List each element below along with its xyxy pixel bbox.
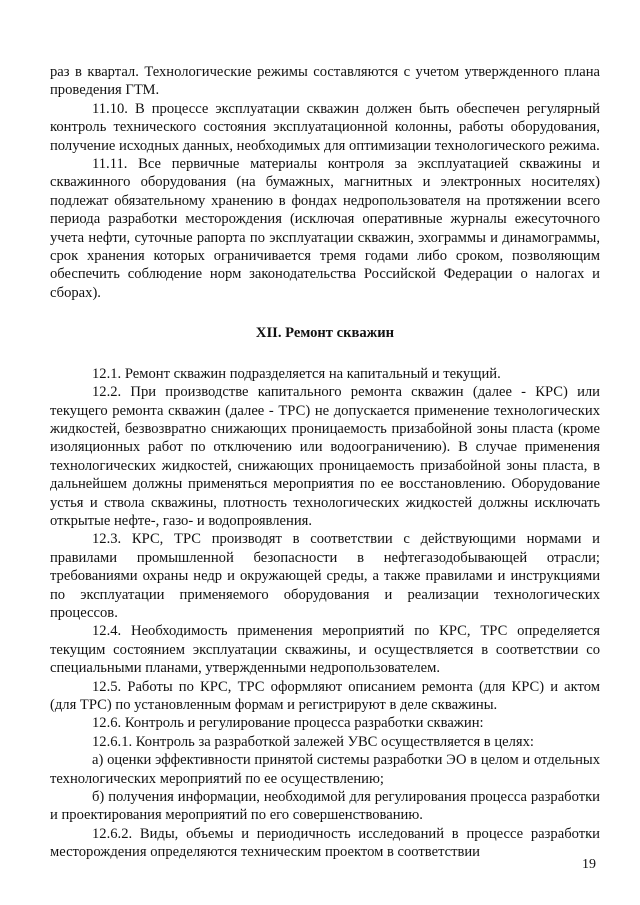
paragraph-11-10: 11.10. В процессе эксплуатации скважин должен быть обеспечен регулярный контроль технического состояния эксплуатационной колонны, работы оборудования, получение исходных данных, необходимых для оптимизации технологического режима. [50,100,600,154]
paragraph-continuation: раз в квартал. Технологические режимы составляются с учетом утвержденного плана проведения ГТМ. [50,64,600,99]
paragraph-12-4: 12.4. Необходимость применения мероприятий по КРС, ТРС определяется текущим состоянием эксплуатации скважины, и осуществляется в соответствии со специальными планами, утвержденными недропользователем. [50,623,600,677]
paragraph-12-6-2: 12.6.2. Виды, объемы и периодичность исследований в процессе разработки месторождения определяются техническим проектом в соответствии [50,825,600,861]
paragraph-12-5: 12.5. Работы по КРС, ТРС оформляют описанием ремонта (для КРС) и актом (для ТРС) по установленным формам и регистрируют в деле скважины. [50,678,600,713]
paragraph-12-6-1: 12.6.1. Контроль за разработкой залежей УВС осуществляется в целях: [92,733,534,750]
list-item-a: а) оценки эффективности принятой системы разработки ЭО в целом и отдельных технологических мероприятий по ее осуществлению; [50,752,600,787]
paragraph-12-2: 12.2. При производстве капитального ремонта скважин (далее - КРС) или текущего ремонта скважин (далее - ТРС) не допускается применение технологических жидкостей, безвозвратно снижающих проницаемость призабойной зоны пласта (кроме изоляционных работ по отключению или водоограничению). В случае применения технологических жидкостей, снижающих проницаемость призабойной зоны пласта, в дальнейшем должны применяться мероприятия по ее восстановлению. Оборудование устья и ствола скважины, плотность технологических жидкостей должны исключать открытые нефте-, газо- и водопроявления. [50,384,600,529]
page-body [50,63,600,862]
section-heading: XII. Ремонт скважин [255,325,395,342]
paragraph-12-6: 12.6. Контроль и регулирование процесса разработки скважин: [92,715,484,732]
paragraph-12-1: 12.1. Ремонт скважин подразделяется на капитальный и текущий. [92,365,501,382]
paragraph-12-3: 12.3. КРС, ТРС производят в соответствии с действующими нормами и правилами промышленной безопасности в нефтегазодобывающей отрасли; требованиями охраны недр и окружающей среды, а также правилами и инструкциями по эксплуатации применяемого оборудования и реализации технологических процессов. [50,531,600,621]
list-item-b: б) получения информации, необходимой для регулирования процесса разработки и проектирования мероприятий по его совершенствованию. [50,789,600,824]
paragraph-11-11: 11.11. Все первичные материалы контроля за эксплуатацией скважины и скважинного оборудования (на бумажных, магнитных и электронных носителях) подлежат обязательному хранению в фондах недропользователя на протяжении всего периода разработки месторождения (исключая оперативные журналы ежесуточного учета нефти, суточные рапорта по эксплуатации скважин, эхограммы и динамограммы, срок хранения которых ограничивается тремя годами либо сроком, позволяющим обеспечить соблюдение норм законодательства Российской Федерации о налогах и сборах). [50,156,600,301]
page-number: 19 [582,857,596,872]
